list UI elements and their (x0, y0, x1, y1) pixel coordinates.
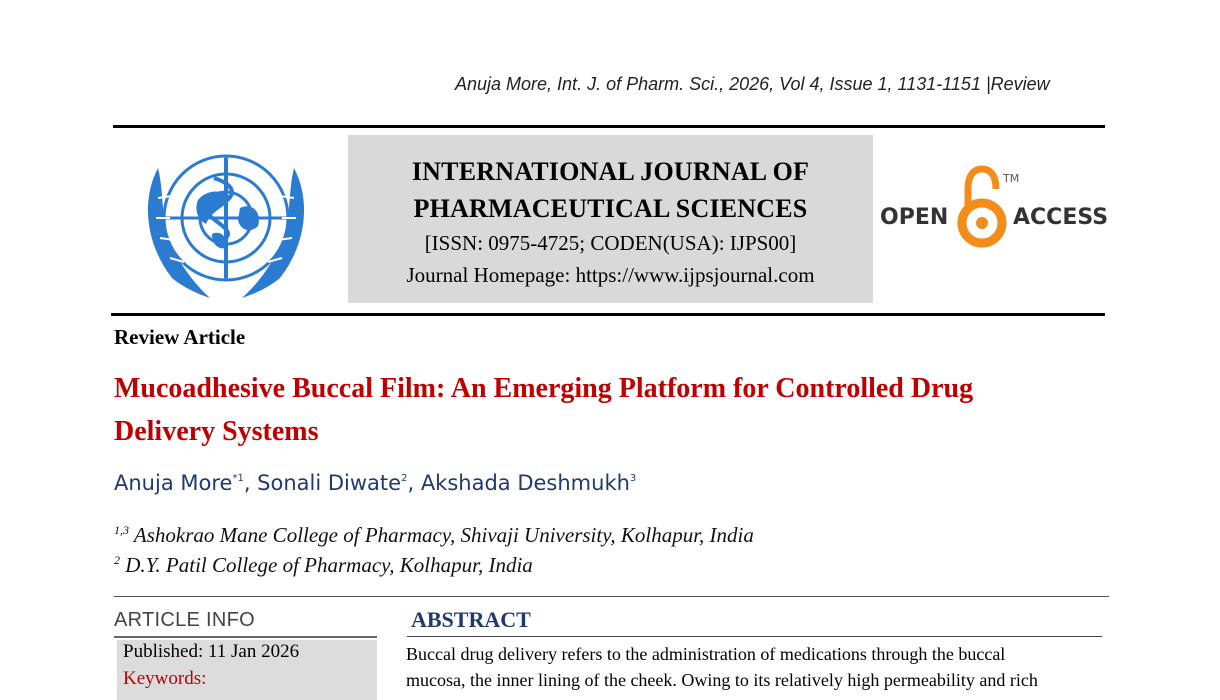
open-access-tm-text: TM (1003, 172, 1020, 185)
article-title-line2: Delivery Systems (114, 416, 319, 447)
affiliation-item (114, 523, 754, 548)
affiliation-text: D.Y. Patil College of Pharmacy, Kolhapur, India (125, 553, 533, 577)
published-date: Published: 11 Jan 2026 (123, 641, 300, 662)
header-bottom-rule (111, 313, 1105, 316)
running-head: Anuja More, Int. J. of Pharm. Sci., 2026, Vol 4, Issue 1, 1131-1151 |Review (455, 74, 1050, 94)
author-name[interactable]: Akshada Deshmukh (420, 471, 630, 495)
article-info-heading: ARTICLE INFO (114, 609, 256, 631)
author-affiliation-marker: 3 (629, 473, 637, 484)
article-type-label: Review Article (114, 325, 246, 349)
affiliation-text: Ashokrao Mane College of Pharmacy, Shivaji University, Kolhapur, India (133, 523, 754, 547)
article-info-rule (114, 636, 377, 638)
author-name[interactable]: Anuja More (114, 471, 233, 495)
journal-homepage: Journal Homepage: https://www.ijpsjournal.com (406, 263, 815, 287)
abstract-heading: ABSTRACT (411, 607, 531, 632)
keywords-label: Keywords: (123, 668, 207, 689)
open-access-open-text: OPEN (880, 205, 949, 230)
author-affiliation-marker: *1 (232, 473, 244, 484)
un-emblem-logo-icon (128, 138, 324, 306)
author-list: Anuja More$^{*1}$, Sonali Diwate$^2$, Akshada Deshmukh$^3$ (114, 471, 637, 495)
section-divider (114, 596, 1109, 597)
author-affiliation-marker: 2 (401, 473, 408, 484)
journal-title-line1: INTERNATIONAL JOURNAL OF (411, 157, 810, 186)
journal-issn: [ISSN: 0975-4725; CODEN(USA): IJPS00] (424, 231, 797, 255)
journal-masthead (348, 135, 873, 303)
abstract-line: Buccal drug delivery refers to the administration of medications through the buccal (406, 644, 1006, 664)
article-title-line1: Mucoadhesive Buccal Film: An Emerging Platform for Controlled Drug (114, 373, 974, 404)
article-info-box (117, 640, 377, 700)
open-access-logo-icon (880, 165, 1108, 251)
affiliation-item (114, 553, 533, 578)
open-access-access-text: ACCESS (1013, 205, 1108, 230)
article-title (114, 367, 1114, 453)
header-top-rule (113, 125, 1105, 128)
journal-title (348, 153, 873, 227)
abstract-line: mucosa, the inner lining of the cheek. Owing to its relatively high permeability and rich (406, 670, 1038, 690)
affiliation-marker: 1,3 (114, 523, 129, 537)
abstract-text (406, 641, 1102, 693)
author-name[interactable]: Sonali Diwate (257, 471, 402, 495)
journal-title-line2: PHARMACEUTICAL SCIENCES (413, 194, 808, 223)
abstract-rule (407, 636, 1102, 637)
affiliation-marker: 2 (114, 553, 120, 567)
